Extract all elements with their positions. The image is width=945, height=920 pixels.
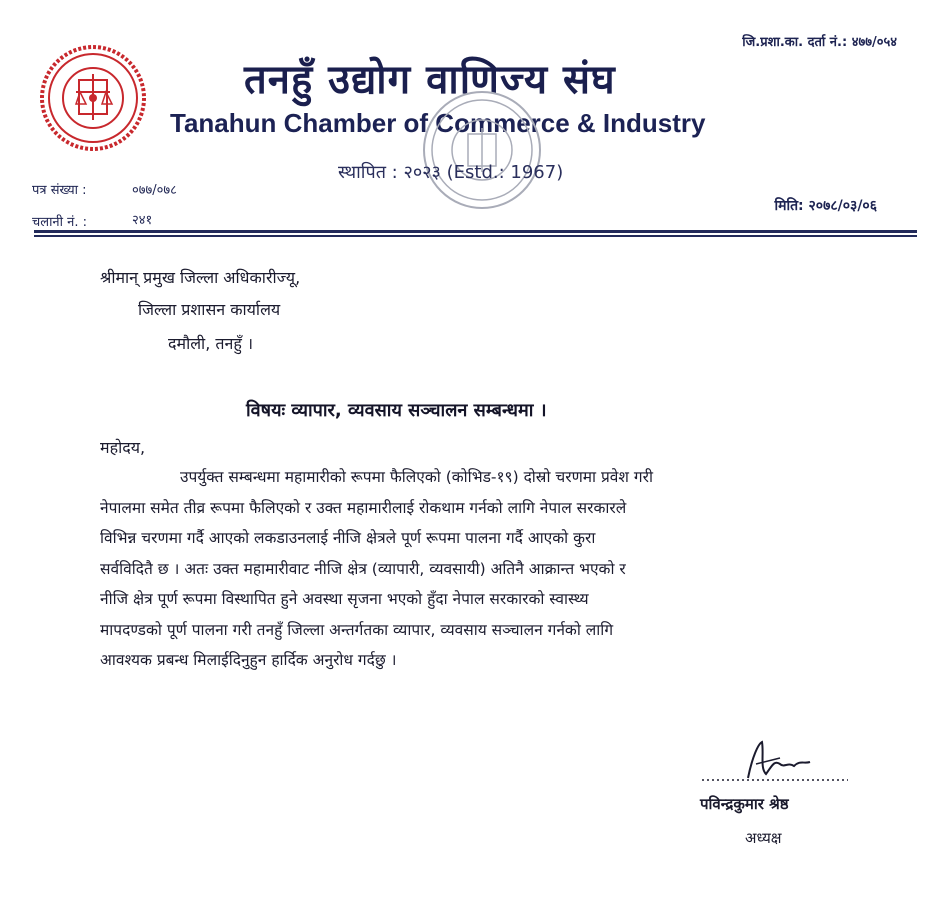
body-line: नेपालमा समेत तीव्र रूपमा फैलिएको र उक्त महामारीलाई रोकथाम गर्नको लागि नेपाल सरकारले <box>100 498 627 517</box>
body-line: आवश्यक प्रबन्ध मिलाईदिनुहुन हार्दिक अनुरोध गर्दछु । <box>100 651 397 669</box>
organization-name-nepali: तनहुँ उद्योग वाणिज्य संघ <box>244 57 616 103</box>
body-paragraph <box>100 462 852 676</box>
addressee-line-1: श्रीमान् प्रमुख जिल्ला अधिकारीज्यू, <box>100 268 301 287</box>
round-stamp <box>420 88 544 212</box>
letter-date: मिति: २०७८/०३/०६ <box>774 198 877 214</box>
body-line: मापदण्डको पूर्ण पालना गरी तनहुँ जिल्ला अन्तर्गतका व्यापार, व्यवसाय सञ्चालन गर्नको लागि <box>100 620 614 639</box>
addressee-line-3: दमौली, तनहुँ । <box>168 334 254 353</box>
salutation: महोदय, <box>100 438 146 457</box>
body-line: उपर्युक्त सम्बन्धमा महामारीको रूपमा फैलिएको (कोभिड-१९) दोस्रो चरणमा प्रवेश गरी <box>180 468 653 486</box>
letter-number-value: ०७७/०७८ <box>132 183 177 198</box>
body-line: नीजि क्षेत्र पूर्ण रूपमा विस्थापित हुने अवस्था सृजना भएको हुँदा नेपाल सरकारको स्वास्थ्य <box>100 590 589 608</box>
dispatch-number-value: २४१ <box>132 213 153 228</box>
header-divider-thick <box>34 230 917 233</box>
organization-name-english: Tanahun Chamber of Commerce & Industry <box>170 108 706 138</box>
registration-number: जि.प्रशा.का. दर्ता नं.: ४७७/०५४ <box>742 35 897 50</box>
handwritten-signature <box>700 738 850 786</box>
header-divider-thin <box>34 235 917 237</box>
signatory-name: पविन्द्रकुमार श्रेष्ठ <box>700 795 789 813</box>
subject-line: विषयः व्यापार, व्यवसाय सञ्चालन सम्बन्धमा । <box>246 400 547 421</box>
letter-number-label: पत्र संख्या : <box>32 183 87 198</box>
established-year: स्थापित : २०२३ (Estd.: 1967) <box>338 162 564 183</box>
body-line: विभिन्न चरणमा गर्दै आएको लकडाउनलाई नीजि क्षेत्रले पूर्ण रूपमा पालना गर्दै आएको कुरा <box>100 529 596 547</box>
body-line: सर्वविदितै छ । अतः उक्त महामारीवाट नीजि क्षेत्र (व्यापारी, व्यवसायी) अतिनै आक्रान्त भएको र <box>100 559 626 578</box>
signatory-title: अध्यक्ष <box>745 829 782 847</box>
addressee-line-2: जिल्ला प्रशासन कार्यालय <box>138 300 281 319</box>
chamber-logo-seal <box>36 44 150 152</box>
dispatch-number-label: चलानी नं. : <box>32 215 88 230</box>
